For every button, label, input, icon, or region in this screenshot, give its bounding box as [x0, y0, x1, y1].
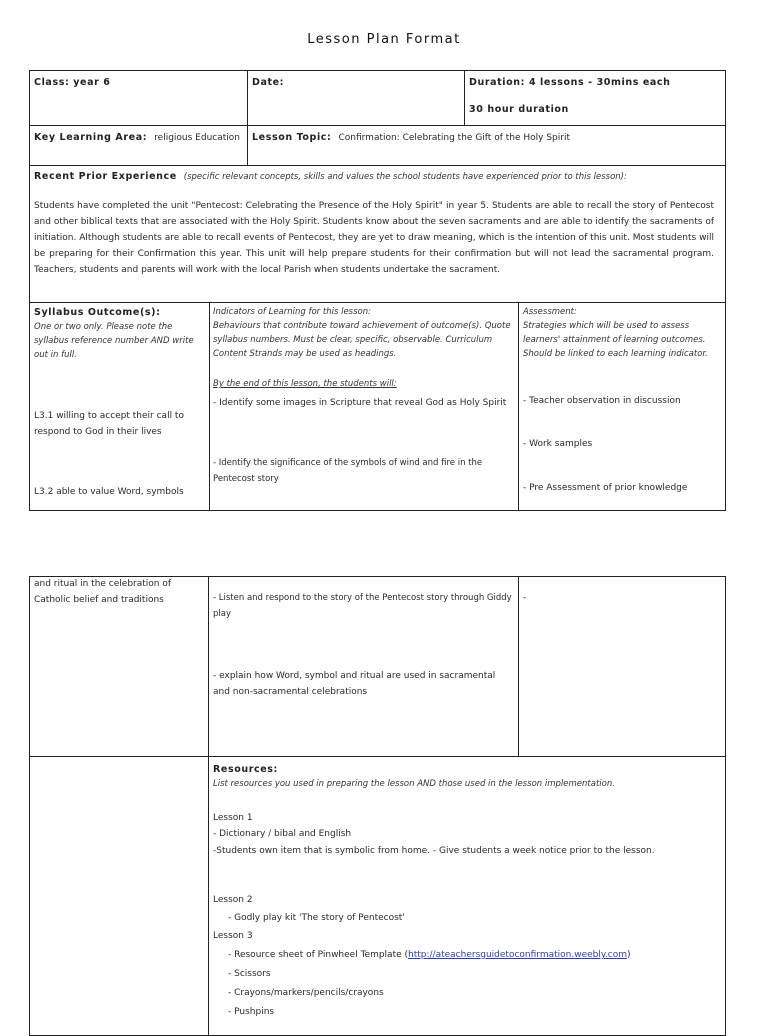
assessment-item: - — [523, 593, 527, 603]
assessment-hint: Strategies which will be used to assess learners' attainment of learning outcomes. Should be linked to each learning indicator. — [523, 321, 708, 359]
lesson-1-title: Lesson 1 — [213, 813, 253, 823]
row-divider — [29, 302, 726, 303]
assessment-item: - Work samples — [523, 439, 593, 449]
indicators-intro: By the end of this lesson, the students will: — [213, 379, 397, 389]
resources-label: Resources: — [213, 764, 278, 775]
syllabus-label: Syllabus Outcome(s): — [34, 307, 161, 318]
lesson-3-title: Lesson 3 — [213, 931, 253, 941]
row-divider — [29, 125, 726, 126]
col-divider — [208, 576, 209, 1036]
topic-label: Lesson Topic: — [252, 132, 332, 143]
row-divider — [29, 165, 726, 166]
resource-item: - Scissors — [228, 969, 271, 979]
duration-cell-line2: 30 hour duration — [469, 104, 569, 115]
assessment-item: - Pre Assessment of prior knowledge — [523, 483, 688, 493]
prior-experience-text: Students have completed the unit "Pentecost: Celebrating the Presence of the Holy Spirit" in year 5. Students are able to recall the story of Pentecost and other biblical texts that are associated with the Holy Spirit. Students know about the seven sacraments and are able to identify the sacraments of initiation. Although students are able to recall events of Pentecost, they are yet to draw meaning, which is the intention of this unit. Most students will be preparing for their Confirmation this year. This unit will help prepare students for their confirmation but will not lead the sacramental program. Teachers, students and parents will work with the local Parish when students undertake the sacrament. — [34, 201, 714, 275]
resource-item: - Dictionary / bibal and English — [213, 829, 352, 839]
resource-item: - Crayons/markers/pencils/crayons — [228, 988, 384, 998]
page-title: Lesson Plan Format — [307, 32, 461, 47]
assessment-label: Assessment: — [523, 307, 577, 317]
indicators-hint: Behaviours that contribute toward achievement of outcome(s). Quote syllabus numbers. Must be clear, specific, observable. Curriculum Content Strands may be used as headings. — [213, 321, 511, 359]
outcome-l3-1: L3.1 willing to accept their call to respond to God in their lives — [34, 411, 184, 437]
outcome-l3-2: L3.2 able to value Word, symbols — [34, 487, 184, 497]
indicator-item: - Identify some images in Scripture that reveal God as Holy Spirit — [213, 398, 507, 408]
kla-value: religious Education — [154, 133, 240, 143]
row-divider — [29, 756, 726, 757]
resource-prefix: - Resource sheet of Pinwheel Template ( — [228, 950, 409, 960]
kla-label: Key Learning Area: — [34, 132, 148, 143]
lesson-plan-table-continued — [29, 576, 726, 1036]
indicator-item: - Identify the significance of the symbols of wind and fire in the Pentecost story — [213, 458, 483, 484]
indicators-label: Indicators of Learning for this lesson: — [213, 307, 371, 317]
resources-hint: List resources you used in preparing the lesson AND those used in the lesson implementation. — [213, 779, 615, 789]
resource-link[interactable]: http://ateachersguidetoconfirmation.weebly.com — [408, 950, 627, 960]
prior-hint: (specific relevant concepts, skills and values the school students have experienced prior to this lesson): — [183, 172, 627, 182]
prior-label: Recent Prior Experience — [34, 171, 177, 182]
class-cell: Class: year 6 — [34, 77, 111, 88]
key-learning-area — [34, 130, 240, 146]
col-divider — [209, 302, 210, 511]
col-divider — [518, 302, 519, 511]
lesson-2-title: Lesson 2 — [213, 895, 253, 905]
resource-item: - Pushpins — [228, 1007, 275, 1017]
col-divider — [464, 70, 465, 125]
resource-item — [228, 947, 631, 963]
outcome-l3-2-continued: and ritual in the celebration of Catholic belief and traditions — [34, 579, 172, 605]
syllabus-hint: One or two only. Please note the syllabus reference number AND write out in full. — [34, 322, 194, 360]
topic-value: Confirmation: Celebrating the Gift of the Holy Spirit — [338, 133, 570, 143]
lesson-topic — [252, 130, 570, 146]
col-divider — [247, 70, 248, 165]
assessment-item: - Teacher observation in discussion — [523, 396, 681, 406]
duration-cell: Duration: 4 lessons - 30mins each — [469, 77, 671, 88]
resource-suffix: ) — [627, 950, 631, 960]
resource-item: -Students own item that is symbolic from home. - Give students a week notice prior to the lesson. — [213, 846, 655, 856]
col-divider — [518, 576, 519, 756]
prior-experience-heading — [34, 169, 719, 185]
date-cell: Date: — [252, 77, 285, 88]
indicator-item: - Listen and respond to the story of the Pentecost story through Giddy play — [213, 593, 512, 619]
resource-item: - Godly play kit 'The story of Pentecost' — [228, 913, 405, 923]
indicator-item: - explain how Word, symbol and ritual are used in sacramental and non-sacramental celebrations — [213, 671, 496, 697]
